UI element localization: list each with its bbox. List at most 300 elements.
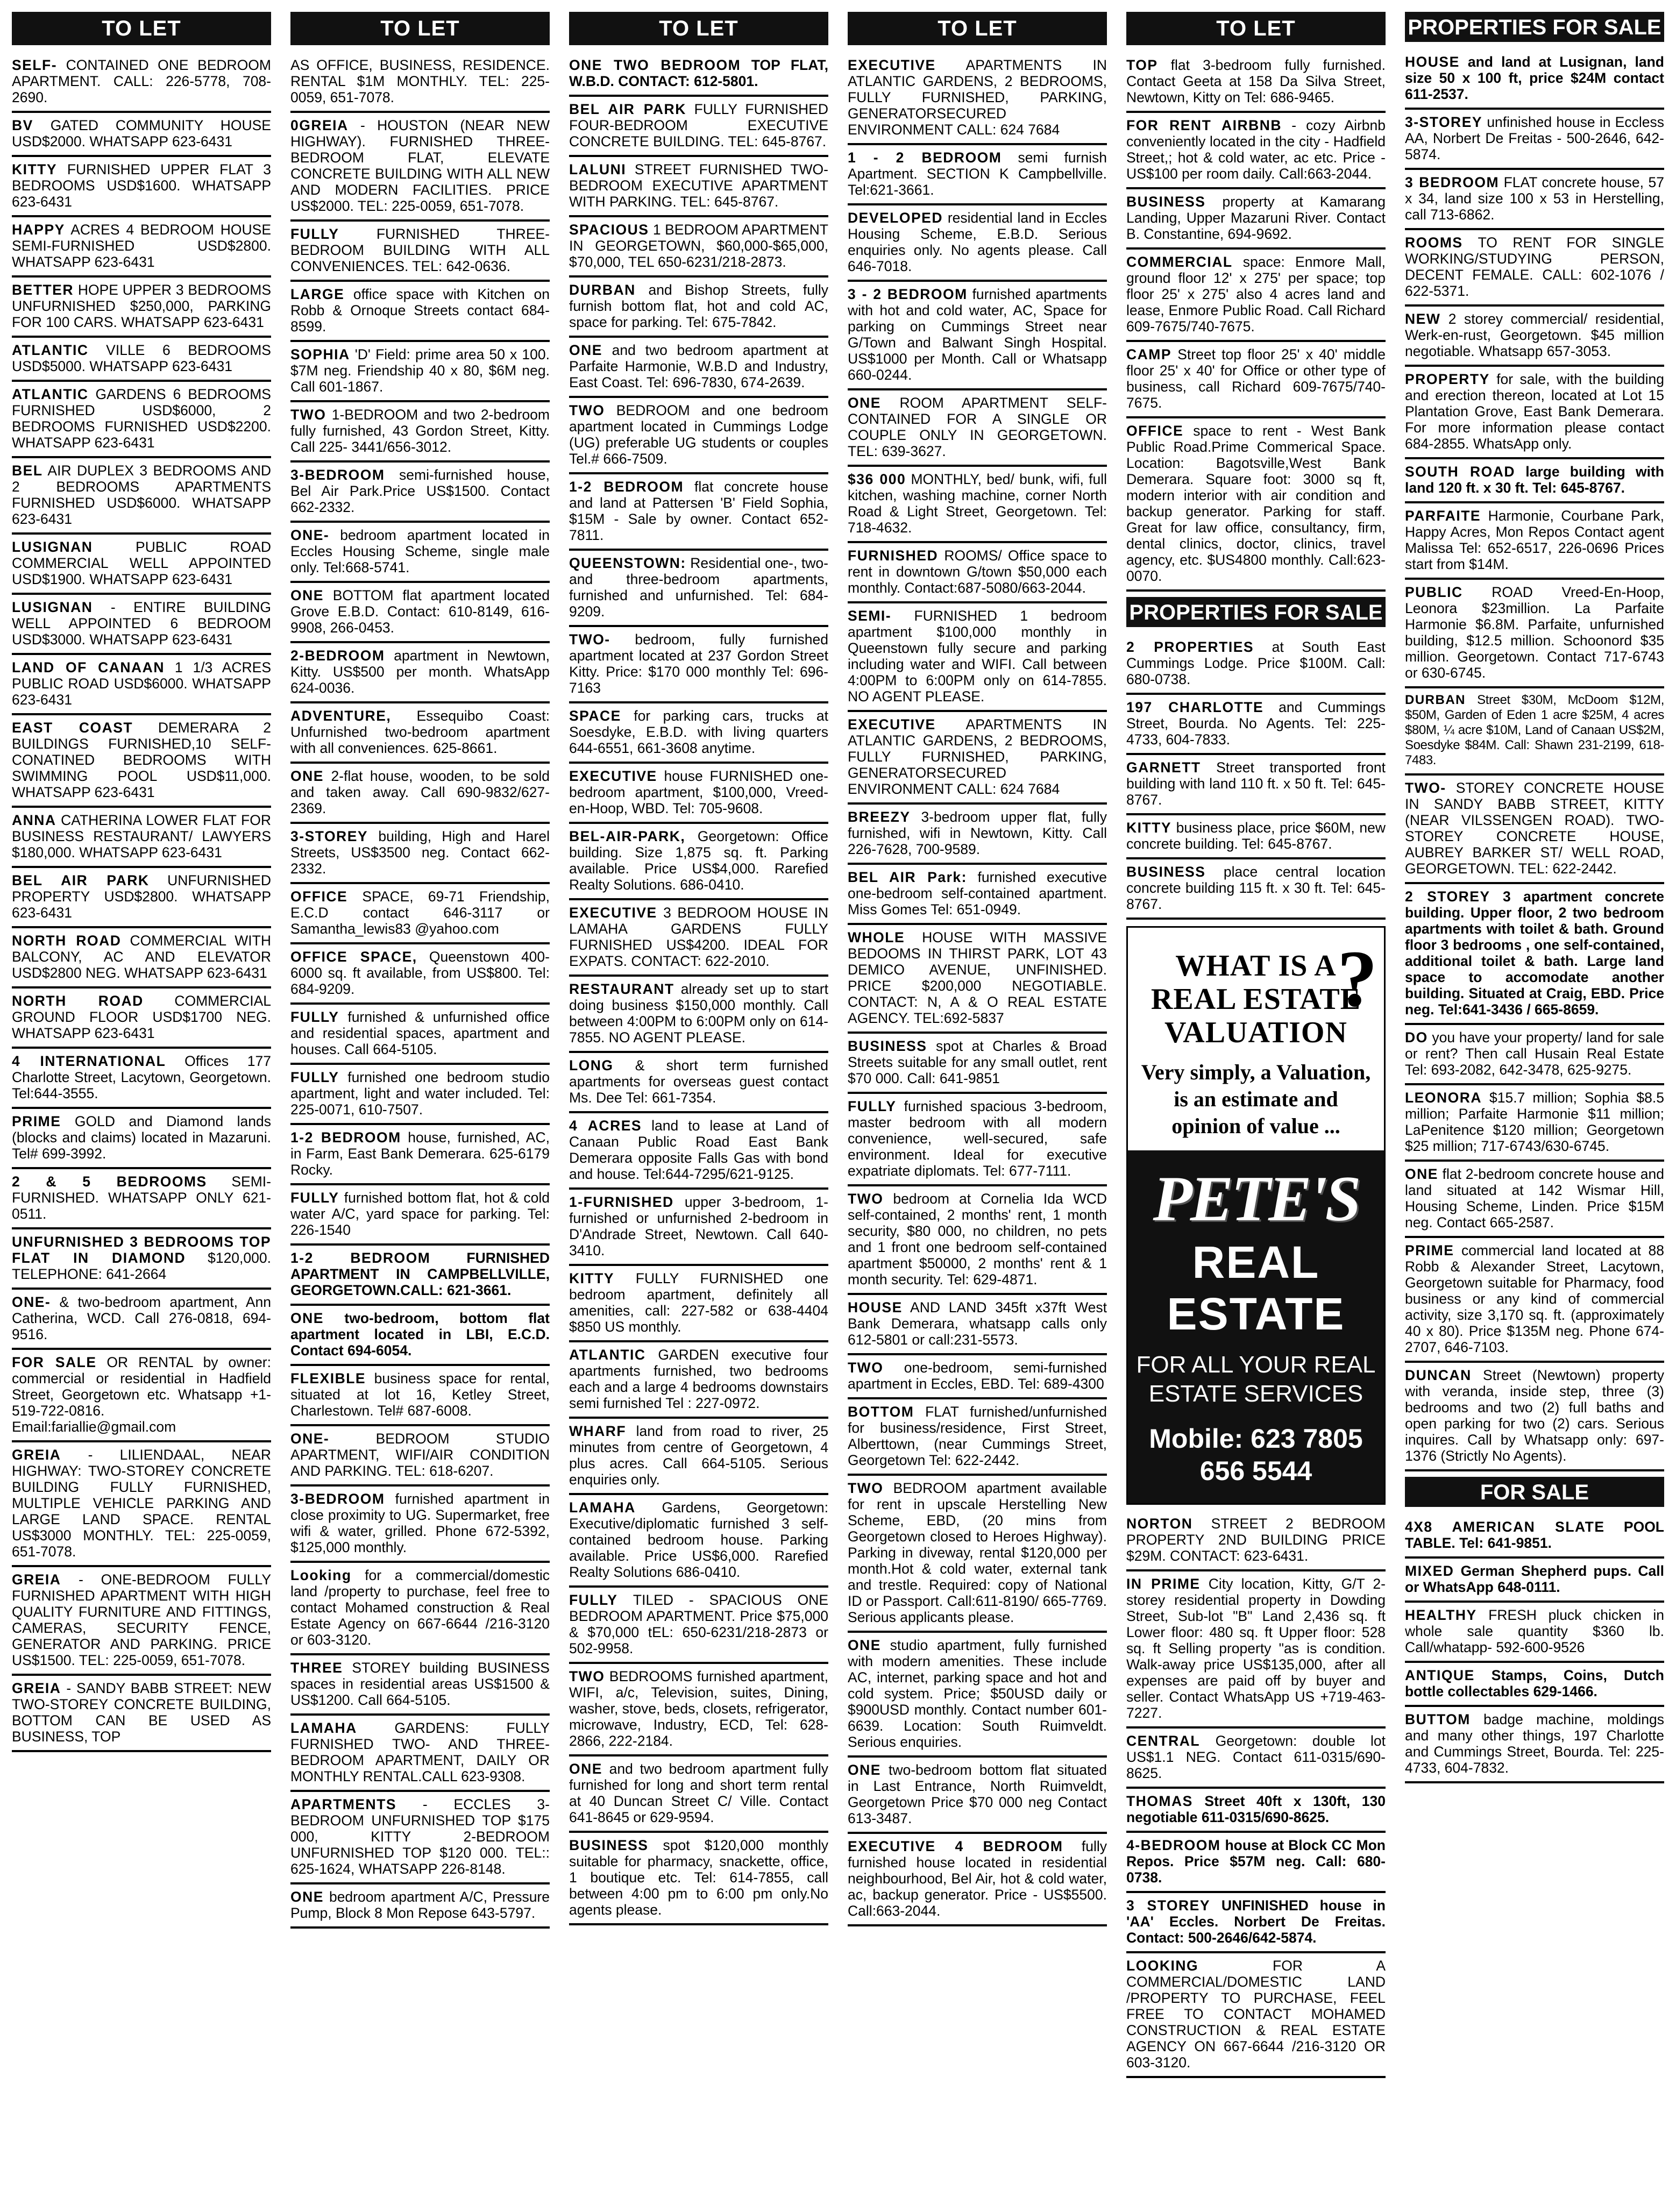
classified-ad [1126, 113, 1386, 189]
ad-text: AND LAND 345ft x37ft West Bank Demerara, whatsapp calls only 612-5801 or call:231-5573. [848, 1299, 1107, 1348]
ad-text: CATHERINA LOWER FLAT FOR BUSINESS RESTAURANT/ LAWYERS $180,000. WHATSAPP 623-6431 [12, 812, 271, 860]
ad-text: Street 40ft x 130ft, 130 negotiable 611-0315/690-8625. [1126, 1793, 1386, 1825]
ad-text: FRESH pluck chicken in whole sale quantity $360 lb. Call/whatapp- 592-600-9526 [1405, 1607, 1664, 1655]
ad-keyword: ONE [290, 587, 324, 603]
ad-text: HOUSE WITH MASSIVE BEDOOMS IN THIRST PARK, LOT 43 DEMICO AVENUE, UNFINISHED. PRICE $200,000 NEGOTIABLE. CONTACT: N, A & O REAL ESTATE AGENCY. TEL:692-5837 [848, 929, 1107, 1026]
ad-keyword: QUEENSTOWN: [569, 555, 686, 571]
ad-keyword: PUBLIC [1405, 584, 1463, 600]
classified-ad [569, 1190, 828, 1266]
classified-ad [290, 643, 550, 703]
ad-text: semi furnish Apartment. SECTION K Campbellville. Tel:621-3661. [848, 150, 1107, 198]
classified-ad [1405, 776, 1664, 884]
ad-keyword: FLEXIBLE [290, 1370, 366, 1386]
ad-keyword: GREIA [12, 1571, 61, 1588]
classified-ad [12, 278, 271, 338]
ad-keyword: LONG [569, 1057, 614, 1073]
classified-ad [290, 1246, 550, 1306]
ad-text: furnished apartments with hot and cold water, AC, Space for parking on Cummings Street near G/Town and Balwant Singh Hospital. US$1000 per Month. Call or Whatsapp 660-0244. [848, 286, 1107, 383]
ad-text: Georgetown: double lot US$1.1 NEG. Contact 611-0315/690-8625. [1126, 1733, 1386, 1781]
column-2 [290, 12, 550, 2203]
ad-text: OR RENTAL by owner: commercial or residential in Hadfield Street, Georgetown etc. Whatsapp +1-519-722-0816. Email:fariallie@gmail.com [12, 1354, 271, 1435]
ad-text: land from road to river, 25 minutes from centre of Georgetown, 4 plus acres. Call 664-5105. Serious enquiries only. [569, 1423, 828, 1488]
ad-keyword: BEL AIR PARK [569, 101, 686, 117]
ad-keyword: DO [1405, 1029, 1428, 1045]
classified-ad [1126, 755, 1386, 815]
pete-brand-box [1128, 1150, 1384, 1503]
brand-mobile: Mobile: 623 7805 656 5544 [1149, 1424, 1363, 1486]
classified-ad [12, 715, 271, 808]
classified-ad [569, 1495, 828, 1588]
classified-ad [1405, 49, 1664, 110]
properties-ads-continued [1126, 1511, 1386, 2078]
ad-text: & short term furnished apartments for overseas guest contact Ms. Dee Tel: 661-7354. [569, 1057, 828, 1106]
ad-keyword: ONE [1405, 1166, 1438, 1182]
ad-text: SPACE, 69-71 Friendship, E.C.D contact 646-3117 or Samantha_lewis83 @yahoo.com [290, 888, 550, 937]
ad-text: 1-BEDROOM and two 2-bedroom fully furnished, 43 Gordon Street, Kitty. Call 225- 3441/656-3012. [290, 407, 550, 455]
ad-keyword: OFFICE SPACE, [290, 949, 417, 965]
ad-text: property at Kamarang Landing, Upper Mazaruni River. Contact B. Constantine, 694-9692. [1126, 194, 1386, 242]
ad-text: POOL TABLE. Tel: 641-9851. [1405, 1519, 1664, 1551]
classified-ad [1126, 1789, 1386, 1833]
section-header: TO LET [848, 12, 1107, 45]
classified-ad [569, 1588, 828, 1664]
classified-ad [12, 1290, 271, 1350]
ad-keyword: GARNETT [1126, 759, 1201, 776]
classified-ad [1405, 170, 1664, 230]
ad-keyword: SOPHIA [290, 346, 350, 362]
classified-ad [290, 824, 550, 884]
classified-ad [290, 463, 550, 523]
classified-ad [848, 1295, 1107, 1355]
ad-keyword: 4 ACRES [569, 1118, 642, 1134]
to-let-ads [1126, 53, 1386, 592]
ad-text: unfinished house in Eccless AA, Norbert De Freitas - 500-2646, 642-5874. [1405, 114, 1664, 162]
ad-text: BEDROOM STUDIO APARTMENT, WIFI/AIR CONDITION AND PARKING. TEL: 618-6207. [290, 1431, 550, 1479]
ad-keyword: 3-STOREY [1405, 114, 1483, 130]
classified-ad [290, 1426, 550, 1486]
ad-text: you have your property/ land for sale or rent? Then call Husain Real Estate Tel: 693-2082, 642-3478, 625-9275. [1405, 1029, 1664, 1078]
properties-ads [1405, 49, 1664, 1471]
classified-ad [569, 474, 828, 551]
classified-ad [1126, 815, 1386, 859]
classified-ad [12, 157, 271, 217]
classified-ad [12, 535, 271, 595]
ad-keyword: NORTH ROAD [12, 993, 144, 1009]
ad-text: FULLY FURNISHED one bedroom apartment, definitely all amenities, call: 227-582 or 638-4404 $850 US monthly. [569, 1270, 828, 1335]
ad-keyword: THOMAS [1126, 1793, 1193, 1809]
ad-text: for a commercial/domestic land /property to purchase, feel free to contact Mohamed construction & Real Estate Agency on 667-6644 /216-3120 or 603-3120. [290, 1567, 550, 1648]
ad-text: commercial land located at 88 Robb & Alexander Street, Lacytown, Georgetown suitable for Pharmacy, food business or any kind of commercial activity, size 3,170 sq. ft. (approximately 40 x 80). Price $135M neg. Phone 674-2707, 646-7103. [1405, 1242, 1664, 1355]
ad-text: upper 3-bedroom, 1-furnished or unfurnished 2-bedroom in D'Andrade Street, Newtown. Call 640-3410. [569, 1194, 828, 1258]
ad-text: Essequibo Coast: Unfurnished two-bedroom apartment with all conveniences. 625-8661. [290, 708, 550, 756]
question-mark-icon: ? [1337, 934, 1377, 1023]
classified-ad [290, 944, 550, 1005]
ad-keyword: SPACIOUS [569, 222, 649, 238]
ad-keyword: SELF- [12, 57, 58, 73]
section-header: TO LET [569, 12, 828, 45]
ad-keyword: HOUSE [848, 1299, 903, 1315]
ad-text: ROOMS/ Office space to rent in downtown G/town $50,000 each monthly. Contact:687-5080/663-2044. [848, 547, 1107, 596]
ad-keyword: ONE [290, 1310, 324, 1326]
classified-ad [1405, 580, 1664, 688]
ad-keyword: 2 PROPERTIES [1126, 639, 1254, 655]
column-5 [1126, 12, 1386, 2203]
ad-keyword: ATLANTIC [569, 1347, 646, 1363]
ad-text: Queenstown 400-6000 sq. ft available, from US$800. Tel: 684-9209. [290, 949, 550, 997]
classified-ad [848, 1186, 1107, 1295]
ad-keyword: ONE- [290, 527, 330, 543]
brand-tagline: FOR ALL YOUR REAL ESTATE SERVICES [1136, 1352, 1376, 1407]
ad-keyword: ANTIQUE [1405, 1667, 1475, 1683]
ad-text: TILED - SPACIOUS ONE BEDROOM APARTMENT. Price $75,000 & $70,000 tEL: 650-6231/218-2873 or 502-9958. [569, 1592, 828, 1656]
ad-text: 2-flat house, wooden, to be sold and taken away. Call 690-9832/627-2369. [290, 768, 550, 816]
ad-keyword: BEL-AIR-PARK, [569, 828, 686, 844]
classified-ad [290, 1716, 550, 1792]
ad-text: FURNISHED THREE-BEDROOM BUILDING WITH ALL CONVENIENCES. TEL: 642-0636. [290, 226, 550, 274]
classified-ad [12, 808, 271, 868]
classified-ad [1405, 1559, 1664, 1603]
ad-text: and Bishop Streets, fully furnish bottom flat, hot and cold AC, space for parking. Tel: 675-7842. [569, 282, 828, 330]
ad-keyword: 197 CHARLOTTE [1126, 699, 1264, 715]
classified-ad [290, 1125, 550, 1185]
ad-text: STOREY building BUSINESS spaces in residential areas US$1500 & US$1200. Call 664-5105. [290, 1660, 550, 1708]
ad-text: space to rent - West Bank Public Road.Prime Commerical Space. Location: Bagotsville,West Bank Demerara. Square foot: 3000 sq ft, modern interior with air condition and backup generator. Parking for staff. Great for law office, consultancy, firm, dental clinics, doctor, clinics, travel agency, etc. $US4800 monthly. Call:623-0070. [1126, 423, 1386, 584]
ad-keyword: 4-BEDROOM [1126, 1837, 1221, 1853]
ad-keyword: COMMERCIAL [1126, 254, 1233, 270]
classified-ad [569, 1342, 828, 1419]
ad-keyword: ONE [569, 1761, 602, 1777]
ad-keyword: 2 STOREY [1405, 888, 1490, 905]
classified-ad [1126, 1571, 1386, 1729]
classified-ad [848, 1758, 1107, 1834]
classified-ad [290, 1005, 550, 1065]
ad-keyword: TWO [290, 407, 326, 423]
classified-ad [12, 988, 271, 1049]
classified-ad [1405, 459, 1664, 503]
pete-logo: PETE'S [1153, 1163, 1359, 1234]
ad-keyword: GREIA [12, 1680, 61, 1696]
ad-text: bedroom at Cornelia Ida WCD self-contained, 2 months' rent, 1 month security, $80 000, no children, no pets and 1 front one bedroom self-contained apartment $50000, 2 months' rent & 1 month security. Tel: 629-4871. [848, 1191, 1107, 1288]
classified-ad [12, 1049, 271, 1109]
classified-ad [569, 398, 828, 474]
ad-text: two-bedroom bottom flat situated in Last Entrance, North Ruimveldt, Georgetown Price $70 000 neg Contact 613-3487. [848, 1762, 1107, 1826]
ad-keyword: TOP [1126, 57, 1158, 73]
classified-ad [290, 703, 550, 764]
classified-ad [848, 712, 1107, 805]
ad-text: house, furnished, AC, in Farm, East Bank Demerara. 625-6179 Rocky. [290, 1129, 550, 1178]
ad-text: apartment in Newtown, Kitty. US$500 per month. WhatsApp 624-0036. [290, 648, 550, 696]
ad-keyword: ONE [848, 1637, 881, 1653]
ad-keyword: ATLANTIC [12, 386, 89, 402]
ad-keyword: 1 - 2 BEDROOM [848, 150, 1002, 166]
ad-keyword: EXECUTIVE [569, 768, 657, 784]
ad-keyword: TWO- [569, 631, 610, 648]
ad-keyword: 4X8 AMERICAN SLATE [1405, 1519, 1605, 1535]
ad-keyword: BUSINESS [848, 1038, 927, 1054]
classified-ad [1405, 1363, 1664, 1471]
ad-keyword: EAST COAST [12, 720, 133, 736]
classified-ad [848, 543, 1107, 603]
ad-text: 3-bedroom upper flat, fully furnished, wifi in Newtown, Kitty. Call 226-7628, 700-9589. [848, 809, 1107, 857]
ad-text: bedroom apartment located in Eccles Housing Scheme, single male only. Tel:668-5741. [290, 527, 550, 575]
ad-text: FOR A COMMERCIAL/DOMESTIC LAND /PROPERTY TO PURCHASE, FEEL FREE TO CONTACT MOHAMED CONSTRUCTION & REAL ESTATE AGENCY ON 667-6644 /216-3120 OR 603-3120. [1126, 1958, 1386, 2071]
ad-text: two-bedroom, bottom flat apartment located in LBI, E.C.D. Contact 694-6054. [290, 1310, 550, 1359]
ad-text: GOLD and Diamond lands (blocks and claims) located in Mazaruni. Tel# 699-3992. [12, 1113, 271, 1162]
ad-keyword: 3 - 2 BEDROOM [848, 286, 968, 302]
classified-ad [1405, 1663, 1664, 1707]
ad-keyword: LOOKING [1126, 1958, 1199, 1974]
ad-text: FULLY FURNISHED FOUR-BEDROOM EXECUTIVE CONCRETE BUILDING. TEL: 645-8767. [569, 101, 828, 150]
classified-ad [848, 1094, 1107, 1186]
ad-text: AIR DUPLEX 3 BEDROOMS AND 2 BEDROOMS APARTMENTS FURNISHED USD$6000. WHATSAPP 623-6431 [12, 463, 271, 527]
ad-text: GARDENS 6 BEDROOMS FURNISHED USD$6000, 2 BEDROOMS FURNISHED USD$2200. WHATSAPP 623-6431 [12, 386, 271, 451]
ad-text: ACRES 4 BEDROOM HOUSE SEMI-FURNISHED USD$2800. WHATSAPP 623-6431 [12, 222, 271, 270]
ad-keyword: FURNISHED [848, 547, 939, 564]
classified-ad [569, 338, 828, 398]
ad-keyword: TWO [848, 1191, 884, 1207]
classified-ad [1405, 1238, 1664, 1363]
ad-text: AS OFFICE, BUSINESS, RESIDENCE. RENTAL $1M MONTHLY. TEL: 225-0059, 651-7078. [290, 57, 550, 105]
ad-text: SEMI-FURNISHED. WHATSAPP ONLY 621-0511. [12, 1173, 271, 1222]
ad-keyword: LUSIGNAN [12, 599, 93, 615]
ad-text: STREET 2 BEDROOM PROPERTY 2ND BUILDING PRICE $29M. CONTACT: 623-6431. [1126, 1516, 1386, 1564]
classified-ad [569, 1053, 828, 1113]
ad-keyword: BUSINESS [569, 1837, 649, 1853]
ad-text: German Shepherd pups. Call or WhatsApp 648-0111. [1405, 1563, 1664, 1595]
ad-text: 1 BEDROOM APARTMENT IN GEORGETOWN, $60,000-$65,000, $70,000, TEL 650-6231/218-2873. [569, 222, 828, 270]
ad-text: DEMERARA 2 BUILDINGS FURNISHED,10 SELF-CONATINED BEDROOMS WITH SWIMMING POOL USD$11,000. WHATSAPP 623-6431 [12, 720, 271, 800]
ad-keyword: CAMP [1126, 346, 1172, 362]
ad-text: Residential one-, two- and three-bedroom apartments, furnished and unfurnished. Tel: 684-9209. [569, 555, 828, 620]
ad-text: Street $30M, McDoom $12M, $50M, Garden of Eden 1 acre $25M, 4 acres $80M, ¼ acre $10M, Land of Canaan US$2M, Soesdyke $84M. Call: Shawn 231-2199, 618-7483. [1405, 693, 1664, 767]
ad-text: furnished apartment in close proximity to UG. Supermarket, free wifi & water, grilled. Phone 672-5392, $125,000 monthly. [290, 1491, 550, 1555]
ad-keyword: 4 INTERNATIONAL [12, 1053, 166, 1069]
ad-text: Street transported front building with land 110 ft. x 50 ft. Tel: 645-8767. [1126, 759, 1386, 808]
ad-keyword: ANNA [12, 812, 56, 828]
classified-ad [1126, 1511, 1386, 1571]
ad-text: flat concrete house and land at Pattersen 'B' Field Sophia, $15M - Sale by owner. Contact 652-7811. [569, 479, 828, 543]
classified-ad [12, 1442, 271, 1567]
ad-keyword: BEL AIR PARK [12, 872, 150, 888]
ad-text: flat 2-bedroom concrete house and land situated at 142 Wismar Hill, Housing Scheme, Linden. Price $15M neg. Contact 665-2587. [1405, 1166, 1664, 1231]
classified-ad [569, 1756, 828, 1833]
classified-ad [12, 928, 271, 988]
ad-keyword: ONE TWO BEDROOM [569, 57, 741, 73]
ad-text: studio apartment, fully furnished with modern amenities. These include AC, internet, parking space and hot and cold system. Price; $50USD daily or $900USD monthly. Contact number 601-6639. Location: South Ruimveldt. Serious enquiries. [848, 1637, 1107, 1750]
ad-keyword: SPACE [569, 708, 621, 724]
ad-text: one-bedroom, semi-furnished apartment in Eccles, EBD. Tel: 689-4300 [848, 1360, 1107, 1392]
classified-ad [1405, 688, 1664, 776]
classified-ad [290, 1065, 550, 1125]
ad-text: APARTMENTS IN ATLANTIC GARDENS, 2 BEDROOMS, FULLY FURNISHED, PARKING, GENERATORSECURED ENVIRONMENT CALL: 624 7684 [848, 716, 1107, 797]
properties-ads [1126, 635, 1386, 920]
ad-text: spot at Charles & Broad Streets suitable for any small outlet, rent $70 000. Call: 641-9851 [848, 1038, 1107, 1086]
classified-ad [569, 1664, 828, 1756]
ad-text: UNFURNISHED PROPERTY USD$2800. WHATSAPP 623-6431 [12, 872, 271, 921]
ad-keyword: ONE [569, 342, 602, 358]
ad-text: Street top floor 25' x 40' middle floor 25' x 40' for Office or other type of business, call Richard 609-7675/740-7675. [1126, 346, 1386, 411]
ad-keyword: ONE [290, 1889, 324, 1905]
classified-ad [1126, 342, 1386, 418]
ad-keyword: FOR SALE [12, 1354, 97, 1370]
ad-keyword: DURBAN [569, 282, 636, 298]
ad-text: ROAD Vreed-En-Hoop, Leonora $23million. La Parfaite Harmonie $6.8M. Parfaite, unfurnished building, $12.5 million. Schoonord $35 million. Georgetown. Contact 717-6743 or 630-6745. [1405, 584, 1664, 681]
ad-text: bedroom apartment A/C, Pressure Pump, Block 8 Mon Repose 643-5797. [290, 1889, 550, 1921]
ad-text: TO RENT FOR SINGLE WORKING/STUDYING PERSON, DECENT FEMALE. CALL: 602-1076 / 622-5371. [1405, 234, 1664, 299]
ad-keyword: BEL [12, 463, 43, 479]
classified-ad [569, 53, 828, 97]
classified-ad [848, 925, 1107, 1034]
ad-keyword: TWO [848, 1480, 884, 1496]
ad-keyword: 0GREIA [290, 117, 349, 133]
ad-keyword: 1-2 BEDROOM [290, 1250, 431, 1266]
ad-keyword: DUNCAN [1405, 1367, 1472, 1383]
classified-ad [848, 1834, 1107, 1926]
classified-ad [1126, 1729, 1386, 1789]
classified-ad [1126, 1953, 1386, 2078]
classified-ad [848, 467, 1107, 543]
ad-keyword: FULLY [290, 1069, 339, 1085]
ad-text: furnished spacious 3-bedroom, master bedroom with all modern convenience, well-secured, safe environment. Ideal for executive expatriate diplomats. Tel: 677-7111. [848, 1098, 1107, 1179]
classified-ad [848, 865, 1107, 925]
ad-text: Gardens, Georgetown: Executive/diplomatic furnished 3 self-contained bedroom house. Parking available. Price US$6,000. Rarefied Realty Solutions 686-0410. [569, 1499, 828, 1580]
ad-text: residential land in Eccles Housing Scheme, E.B.D. Serious enquiries only. No agents please. Call 646-7018. [848, 210, 1107, 274]
classified-ad [1126, 418, 1386, 592]
ad-text: 1 1/3 ACRES PUBLIC ROAD USD$6000. WHATSAPP 623-6431 [12, 659, 271, 708]
classified-ad [290, 1563, 550, 1655]
ad-text: GARDEN executive four apartments furnished, two bedrooms each and a large 4 bedrooms downstairs semi furnished Tel : 227-0972. [569, 1347, 828, 1411]
classified-ad [848, 1399, 1107, 1476]
classified-ad [290, 583, 550, 643]
column-1 [12, 12, 271, 2203]
ad-keyword: NORTON [1126, 1516, 1193, 1532]
ad-text: Offices 177 Charlotte Street, Lacytown, Georgetown. Tel:644-3555. [12, 1053, 271, 1101]
ad-keyword: $36 000 [848, 471, 906, 487]
ad-keyword: BV [12, 117, 33, 133]
ad-text: GATED COMMUNITY HOUSE USD$2000. WHATSAPP 623-6431 [12, 117, 271, 150]
classified-ad [848, 145, 1107, 205]
ad-text: TOP FLAT, W.B.D. CONTACT: 612-5801. [569, 57, 828, 89]
ad-keyword: DEVELOPED [848, 210, 943, 226]
ad-keyword: PRIME [12, 1113, 61, 1129]
ad-text: furnished executive one-bedroom self-contained apartment. Miss Gomes Tel: 651-0949. [848, 869, 1107, 917]
classified-ad [12, 217, 271, 278]
classified-ad [1405, 110, 1664, 170]
ad-text: badge machine, moldings and many other things, 197 Charlotte and Cummings Street, Bourda. Tel: 225-4733, 604-7832. [1405, 1711, 1664, 1776]
ad-keyword: FULLY [290, 1009, 339, 1025]
ad-keyword: BUSINESS [1126, 194, 1206, 210]
section-header: TO LET [290, 12, 550, 45]
ad-keyword: ONE [848, 1762, 881, 1778]
ad-keyword: LUSIGNAN [12, 539, 93, 555]
ad-keyword: LARGE [290, 286, 345, 302]
ad-text: STREET FURNISHED TWO-BEDROOM EXECUTIVE APARTMENT WITH PARKING. TEL: 645-8767. [569, 161, 828, 210]
classified-ad [290, 764, 550, 824]
ad-text: COMMERCIAL GROUND FLOOR USD$1700 NEG. WHATSAPP 623-6431 [12, 993, 271, 1041]
classified-ad [848, 53, 1107, 145]
ad-text: COMMERCIAL WITH BALCONY, AC AND ELEVATOR USD$2800 NEG. WHATSAPP 623-6431 [12, 933, 271, 981]
ad-keyword: 1-2 BEDROOM [290, 1129, 401, 1146]
ad-keyword: BETTER [12, 282, 74, 298]
ad-keyword: KITTY [569, 1270, 615, 1286]
ad-text: MONTHLY, bed/ bunk, wifi, full kitchen, washing machine, corner North Road & Light Street, Georgetown. Tel: 718-4632. [848, 471, 1107, 536]
classified-ad [290, 1366, 550, 1426]
classified-ad [848, 1476, 1107, 1633]
ad-keyword: FOR RENT AIRBNB [1126, 117, 1282, 133]
ad-keyword: WHOLE [848, 929, 905, 945]
ad-text: FURNISHED APARTMENT IN CAMPBELLVILLE, GEORGETOWN.CALL: 621-3661. [290, 1250, 550, 1298]
ad-text: already set up to start doing business $150,000 monthly. Call between 4:00PM to 6:00PM only on 614-7855. NO AGENT PLEASE. [569, 981, 828, 1045]
classified-ad [569, 1419, 828, 1495]
ad-text: and two bedroom apartment at Parfaite Harmonie, W.B.D and Industry, East Coast. Tel: 696-7830, 674-2639. [569, 342, 828, 390]
ad-text: and two bedroom apartment fully furnished for long and short term rental at 40 Duncan Street C/ Ville. Contact 641-8645 or 629-9594. [569, 1761, 828, 1825]
classified-ad [569, 551, 828, 627]
ad-text: and Cummings Street, Bourda. No Agents. Tel: 225-4733, 604-7833. [1126, 699, 1386, 748]
ad-text: Stamps, Coins, Dutch bottle collectables 629-1466. [1405, 1667, 1664, 1699]
classified-ad [848, 1034, 1107, 1094]
classified-ad [12, 53, 271, 113]
classified-ad [12, 338, 271, 382]
classified-ad [569, 824, 828, 900]
ad-text: 'D' Field: prime area 50 x 100. $7M neg. Friendship 40 x 80, $6M neg. Call 601-1867. [290, 346, 550, 395]
classified-ad [290, 1792, 550, 1884]
classified-ad [1126, 189, 1386, 250]
ad-keyword: BUSINESS [1126, 864, 1206, 880]
ad-text: and land at Lusignan, land size 50 x 100 ft, price $24M contact 611-2537. [1405, 54, 1664, 102]
classified-ad [1126, 250, 1386, 342]
classified-ad [848, 1355, 1107, 1399]
ad-text: HOPE UPPER 3 BEDROOMS UNFURNISHED $250,000, PARKING FOR 100 CARS. WHATSAPP 623-6431 [12, 282, 271, 330]
ad-text: $15.7 million; Sophia $8.5 million; Parfaite Harmonie $11 million; LaPenitence $120 million; Georgetown $25 million; 717-6743/630-6745. [1405, 1090, 1664, 1154]
classified-ad [12, 655, 271, 715]
ad-text: bedroom, fully furnished apartment located at 237 Gordon Street Kitty. Price: $170 000 monthly Tel: 696-7163 [569, 631, 828, 696]
ad-keyword: KITTY [1126, 820, 1172, 836]
classified-ad [569, 157, 828, 217]
classified-ad [569, 278, 828, 338]
ad-text: building, High and Harel Streets, US$3500 neg. Contact 662-2332. [290, 828, 550, 877]
ad-keyword: TWO- [1405, 780, 1446, 796]
classified-ad [12, 1109, 271, 1169]
classified-ad [848, 805, 1107, 865]
section-header: TO LET [12, 12, 271, 45]
ad-keyword: FULLY [848, 1098, 897, 1114]
classified-ad [1405, 230, 1664, 307]
classified-ad [290, 282, 550, 342]
classified-ad [1405, 1085, 1664, 1162]
ad-text: furnished one bedroom studio apartment, light and water included. Tel: 225-0071, 610-7507. [290, 1069, 550, 1118]
ad-keyword: PRIME [1405, 1242, 1454, 1258]
ad-text: FLAT furnished/unfurnished for business/residence, First Street, Alberttown, (near Cummings Street, Georgetown Tel: 622-2442. [848, 1404, 1107, 1468]
ad-keyword: LALUNI [569, 161, 627, 177]
section-header-properties: PROPERTIES FOR SALE [1126, 597, 1386, 627]
ad-text: business space for rental, situated at lot 16, Ketley Street, Charlestown. Tel# 687-6008. [290, 1370, 550, 1419]
ad-keyword: APARTMENTS [290, 1796, 397, 1812]
ad-keyword: ADVENTURE, [290, 708, 392, 724]
ad-text: business place, price $60M, new concrete building. Tel: 645-8767. [1126, 820, 1386, 852]
ad-keyword: TWO [848, 1360, 884, 1376]
ad-keyword: 3-BEDROOM [290, 1491, 385, 1507]
ad-keyword: ONE [848, 395, 881, 411]
classified-ad [290, 1306, 550, 1366]
ad-text: STOREY CONCRETE HOUSE IN SANDY BABB STREET, KITTY (NEAR VILSSENGEN ROAD). TWO-STOREY CONCRETE HOUSE, AUBREY BARKER ST/ WELL ROAD, GEORGETOWN. TEL: 622-2442. [1405, 780, 1664, 877]
ad-text: flat 3-bedroom fully furnished. Contact Geeta at 158 Da Silva Street, Newtown, Kitty on Tel: 686-9465. [1126, 57, 1386, 105]
classified-ad [848, 1633, 1107, 1758]
ad-text: PUBLIC ROAD COMMERCIAL WELL APPOINTED USD$1900. WHATSAPP 623-6431 [12, 539, 271, 587]
ad-keyword: LAND OF CANAAN [12, 659, 165, 675]
classified-ad [12, 382, 271, 458]
ad-keyword: BUTTOM [1405, 1711, 1471, 1727]
ad-keyword: Looking [290, 1567, 352, 1583]
